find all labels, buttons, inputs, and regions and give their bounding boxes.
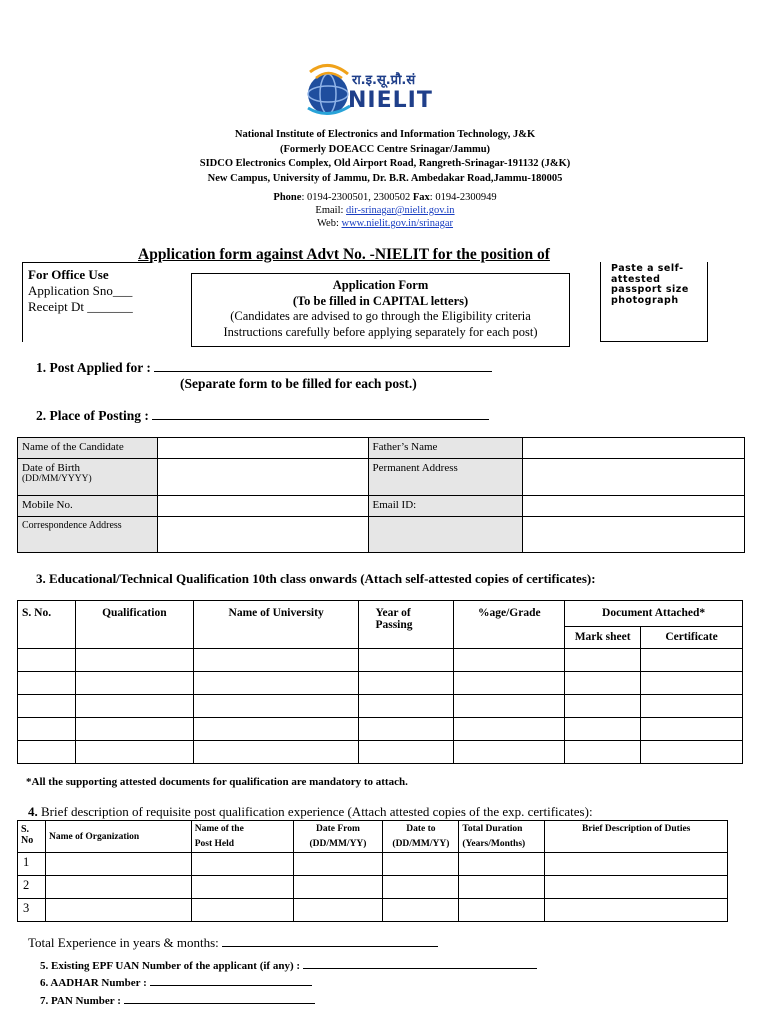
web-label: Web:	[316, 218, 342, 229]
edu-col-university: Name of University	[193, 601, 359, 649]
table-row[interactable]	[18, 853, 728, 876]
epf-uan-field[interactable]	[303, 956, 537, 969]
exp-post-line2: Post Held	[194, 839, 235, 849]
nielit-logo	[300, 62, 440, 120]
exp-row-number: 2	[18, 876, 46, 899]
total-experience-label: Total Experience in years & months:	[28, 935, 223, 950]
phone-value: : 0194-2300501, 2300502	[301, 192, 413, 203]
table-row[interactable]	[18, 718, 743, 741]
post-applied-label: 1. Post Applied for :	[36, 360, 155, 375]
institute-header	[0, 128, 770, 186]
email-id-label: Email ID:	[368, 496, 523, 517]
candidate-name-field[interactable]	[157, 438, 368, 459]
table-row[interactable]	[18, 695, 743, 718]
post-applied-field[interactable]	[154, 359, 492, 372]
contact-block	[0, 191, 770, 230]
experience-number: 4.	[28, 804, 38, 819]
epf-uan-row	[40, 956, 537, 972]
table-row[interactable]	[18, 672, 743, 695]
exp-from-line2: (DD/MM/YY)	[309, 839, 367, 849]
office-use-title: For Office Use	[28, 267, 109, 282]
application-sno: Application Sno___	[28, 283, 133, 298]
edu-col-certificate: Certificate	[641, 627, 743, 649]
edu-col-marksheet: Mark sheet	[565, 627, 641, 649]
pan-field[interactable]	[124, 991, 315, 1004]
edu-col-documents: Document Attached*	[565, 601, 743, 627]
exp-col-sno: S. No	[18, 821, 46, 853]
exp-to-line2: (DD/MM/YY)	[392, 839, 450, 849]
fax-label: Fax	[412, 192, 430, 203]
education-heading: 3. Educational/Technical Qualification 10th class onwards (Attach self-attested copies of certificates):	[36, 571, 596, 586]
edu-col-sno: S. No.	[18, 601, 76, 649]
exp-col-from	[293, 821, 383, 853]
candidate-name-label: Name of the Candidate	[18, 438, 158, 459]
post-applied-row	[36, 359, 492, 376]
header-line-1: National Institute of Electronics and Information Technology, J&K	[234, 129, 536, 140]
correspondence-address-extra-2[interactable]	[523, 517, 745, 553]
epf-uan-label: 5. Existing EPF UAN Number of the applicant (if any) :	[40, 960, 303, 972]
appbox-title: Application Form	[332, 278, 429, 292]
dob-label	[18, 459, 158, 496]
header-line-4: New Campus, University of Jammu, Dr. B.R. Ambedakar Road,Jammu-180005	[207, 172, 563, 184]
pan-row	[40, 991, 315, 1007]
table-row[interactable]	[18, 876, 728, 899]
exp-col-to	[383, 821, 459, 853]
place-of-posting-field[interactable]	[152, 407, 489, 420]
application-form-box	[191, 273, 570, 347]
exp-col-post	[191, 821, 293, 853]
email-id-field[interactable]	[523, 496, 745, 517]
edu-col-grade: %age/Grade	[454, 601, 565, 649]
exp-dur-line1: Total Duration	[462, 824, 523, 834]
fax-value: : 0194-2300949	[429, 192, 497, 203]
edu-col-year: Year of Passing	[359, 601, 454, 649]
father-name-label: Father’s Name	[368, 438, 523, 459]
logo-hindi-text: रा.इ.सू.प्रौ.सं	[352, 73, 416, 88]
aadhar-field[interactable]	[150, 973, 312, 986]
place-of-posting-row	[36, 407, 489, 424]
edu-col-qualification: Qualification	[75, 601, 193, 649]
table-row[interactable]	[18, 899, 728, 922]
aadhar-row	[40, 973, 312, 989]
correspondence-address-field[interactable]	[157, 517, 368, 553]
email-link[interactable]: dir-srinagar@nielit.gov.in	[346, 205, 455, 216]
exp-col-duration	[459, 821, 545, 853]
header-line-2: (Formerly DOEACC Centre Srinagar/Jammu)	[279, 143, 491, 155]
phone-label: Phone	[273, 192, 302, 203]
correspondence-address-label: Correspondence Address	[18, 517, 158, 553]
receipt-date: Receipt Dt _______	[28, 299, 133, 314]
exp-col-organization: Name of Organization	[45, 821, 191, 853]
experience-text: Brief description of requisite post qualification experience (Attach attested copies of the exp. certificates):	[37, 804, 593, 819]
total-experience-field[interactable]	[222, 934, 438, 947]
experience-table	[17, 820, 728, 922]
photo-box[interactable]: Paste a self-attested passport size photograph	[600, 262, 708, 342]
mobile-label: Mobile No.	[18, 496, 158, 517]
exp-col-duties: Brief Description of Duties	[545, 821, 728, 853]
exp-to-line1: Date to	[406, 824, 436, 834]
advt-title: Application form against Advt No. -NIELIT for the position of	[138, 246, 550, 263]
appbox-note-1: (Candidates are advised to go through the Eligibility criteria	[230, 309, 531, 323]
table-row[interactable]	[18, 649, 743, 672]
web-link[interactable]: www.nielit.gov.in/srinagar	[341, 218, 454, 229]
permanent-address-label: Permanent Address	[368, 459, 523, 496]
permanent-address-field[interactable]	[523, 459, 745, 496]
mobile-field[interactable]	[157, 496, 368, 517]
appbox-subtitle: (To be filled in CAPITAL letters)	[292, 293, 469, 308]
aadhar-label: 6. AADHAR Number :	[40, 977, 150, 989]
total-experience-row	[28, 934, 438, 951]
exp-row-number: 3	[18, 899, 46, 922]
place-of-posting-label: 2. Place of Posting :	[36, 408, 153, 423]
exp-post-line1: Name of the	[194, 824, 244, 834]
dob-text: Date of Birth	[22, 462, 81, 474]
dob-field[interactable]	[157, 459, 368, 496]
experience-heading	[28, 804, 593, 820]
father-name-field[interactable]	[523, 438, 745, 459]
exp-row-number: 1	[18, 853, 46, 876]
office-use-box	[22, 262, 152, 342]
appbox-note-2: Instructions carefully before applying separately for each post)	[223, 324, 538, 339]
dob-format: (DD/MM/YYYY)	[22, 474, 92, 484]
table-row[interactable]	[18, 741, 743, 764]
separate-form-note: (Separate form to be filled for each post.)	[180, 376, 417, 391]
exp-dur-line2: (Years/Months)	[462, 839, 526, 849]
personal-details-table	[17, 437, 745, 553]
exp-from-line1: Date From	[316, 824, 360, 834]
edu-mandatory-note: *All the supporting attested documents for qualification are mandatory to attach.	[26, 776, 408, 788]
logo-name: NIELIT	[348, 88, 433, 113]
email-label: Email:	[315, 205, 347, 216]
pan-label: 7. PAN Number :	[40, 995, 124, 1007]
header-line-3: SIDCO Electronics Complex, Old Airport Road, Rangreth-Srinagar-191132 (J&K)	[199, 158, 571, 169]
correspondence-address-extra[interactable]	[368, 517, 523, 553]
education-table	[17, 600, 743, 764]
